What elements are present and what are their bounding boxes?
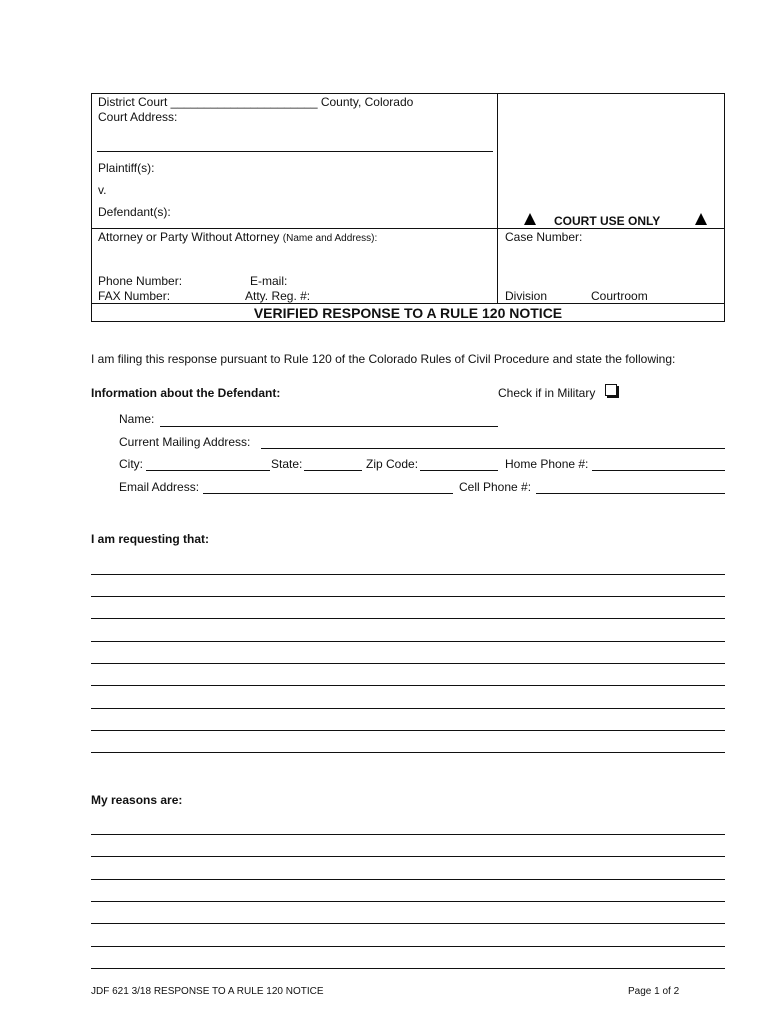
attorney-label-text: Attorney or Party Without Attorney xyxy=(98,230,280,244)
reasons-line[interactable] xyxy=(91,834,725,835)
requesting-line[interactable] xyxy=(91,596,725,597)
email-label: E-mail: xyxy=(250,274,288,288)
arrow-up-icon xyxy=(524,213,536,225)
reasons-line[interactable] xyxy=(91,923,725,924)
name-label: Name: xyxy=(119,412,155,426)
court-address-label: Court Address: xyxy=(98,110,178,124)
zip-label: Zip Code: xyxy=(366,457,419,471)
zip-input[interactable] xyxy=(420,470,498,471)
military-check-label: Check if in Military xyxy=(498,386,596,400)
defendant-info-heading: Information about the Defendant: xyxy=(91,386,281,400)
caption-divider-vertical xyxy=(497,93,498,303)
reasons-line[interactable] xyxy=(91,901,725,902)
email-address-input[interactable] xyxy=(203,493,453,494)
caption-divider-parties xyxy=(91,228,725,229)
city-input[interactable] xyxy=(146,470,270,471)
cell-phone-label: Cell Phone #: xyxy=(459,480,532,494)
reasons-line[interactable] xyxy=(91,946,725,947)
military-checkbox[interactable] xyxy=(605,384,617,396)
phone-number-label: Phone Number: xyxy=(98,274,183,288)
requesting-line[interactable] xyxy=(91,641,725,642)
court-use-only-label: COURT USE ONLY xyxy=(554,214,661,228)
reasons-heading: My reasons are: xyxy=(91,793,183,807)
requesting-line[interactable] xyxy=(91,730,725,731)
court-address-line[interactable] xyxy=(97,151,493,152)
requesting-line[interactable] xyxy=(91,574,725,575)
requesting-line[interactable] xyxy=(91,752,725,753)
court-line: District Court ______________________ County, Colorado xyxy=(98,95,414,109)
email-address-label: Email Address: xyxy=(119,480,200,494)
name-input[interactable] xyxy=(160,426,498,427)
mailing-address-input[interactable] xyxy=(261,448,725,449)
state-label: State: xyxy=(271,457,303,471)
caption-box xyxy=(91,93,725,322)
requesting-line[interactable] xyxy=(91,663,725,664)
reasons-line[interactable] xyxy=(91,879,725,880)
reasons-line[interactable] xyxy=(91,856,725,857)
defendants-label: Defendant(s): xyxy=(98,205,171,219)
attorney-label xyxy=(98,230,377,246)
intro-text: I am filing this response pursuant to Rule 120 of the Colorado Rules of Civil Procedure and state the following: xyxy=(91,352,676,366)
division-label: Division xyxy=(505,289,548,303)
cell-phone-input[interactable] xyxy=(536,493,725,494)
home-phone-label: Home Phone #: xyxy=(505,457,589,471)
atty-reg-label: Atty. Reg. #: xyxy=(245,289,311,303)
home-phone-input[interactable] xyxy=(592,470,725,471)
mailing-address-label: Current Mailing Address: xyxy=(119,435,251,449)
courtroom-label: Courtroom xyxy=(591,289,648,303)
versus-label: v. xyxy=(98,183,107,197)
case-number-label: Case Number: xyxy=(505,230,583,244)
city-label: City: xyxy=(119,457,143,471)
reasons-line[interactable] xyxy=(91,968,725,969)
attorney-note: (Name and Address): xyxy=(282,233,378,244)
requesting-heading: I am requesting that: xyxy=(91,532,210,546)
requesting-line[interactable] xyxy=(91,708,725,709)
arrow-up-icon xyxy=(695,213,707,225)
requesting-line[interactable] xyxy=(91,618,725,619)
plaintiffs-label: Plaintiff(s): xyxy=(98,161,155,175)
footer-form-id: JDF 621 3/18 RESPONSE TO A RULE 120 NOTICE xyxy=(91,986,324,997)
requesting-line[interactable] xyxy=(91,685,725,686)
footer-page-number: Page 1 of 2 xyxy=(628,986,680,997)
fax-number-label: FAX Number: xyxy=(98,289,171,303)
state-input[interactable] xyxy=(304,470,362,471)
form-title: VERIFIED RESPONSE TO A RULE 120 NOTICE xyxy=(253,305,563,321)
